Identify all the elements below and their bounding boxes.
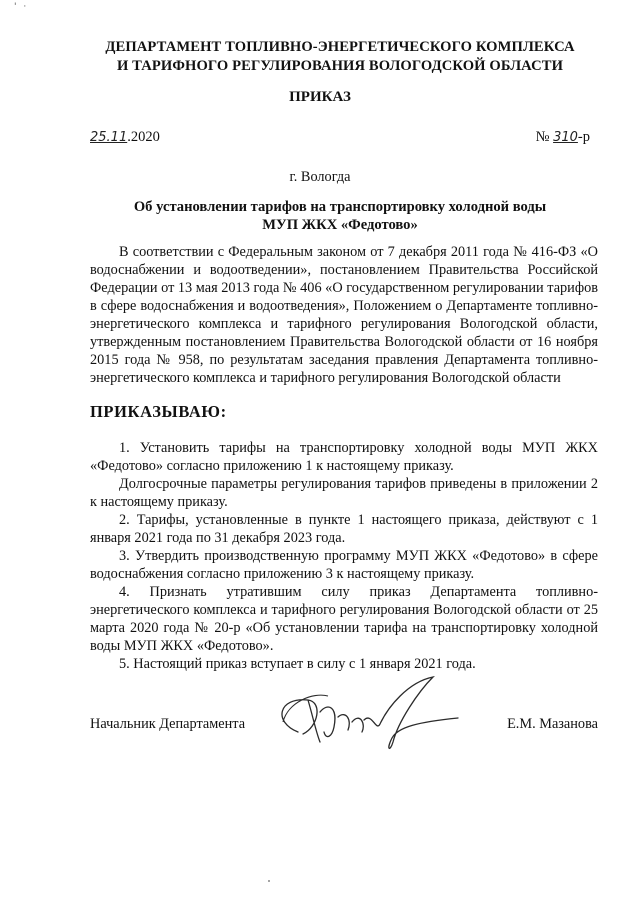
order-item: 3. Утвердить производственную программу МУП ЖКХ «Федотово» в сфере водоснабжения согласно приложению 3 к настоящему приказу. [90,548,598,582]
order-date [90,128,160,147]
department-header [60,38,620,76]
signatory-name: Е.М. Мазанова [507,716,598,732]
date-year: .2020 [127,129,160,145]
order-item: 1. Установить тарифы на транспортировку холодной воды МУП ЖКХ «Федотово» согласно приложению 1 к настоящему приказу. [90,440,598,474]
handwritten-signature [268,672,468,762]
scan-dot [268,880,270,882]
number-handwritten: 310 [553,130,578,145]
number-prefix: № [535,129,554,145]
subject-line-2: МУП ЖКХ «Федотово» [262,217,418,233]
date-handwritten: 25.11 [90,130,128,145]
department-line-1: ДЕПАРТАМЕНТ ТОПЛИВНО-ЭНЕРГЕТИЧЕСКОГО КОМПЛЕКСА [105,39,575,55]
city: г. Вологда [289,169,351,185]
order-item: 2. Тарифы, установленные в пункте 1 настоящего приказа, действуют с 1 января 2021 года по 31 декабря 2023 года. [90,512,598,546]
preamble-paragraph: В соответствии с Федеральным законом от 7 декабря 2011 года № 416-ФЗ «О водоснабжении и водоотведении», постановлением Правительства Российской Федерации от 13 мая 2013 года № 406 «О государственном регулировании тарифов в сфере водоснабжения и водоотведения», Положением о Департаменте топливно-энергетического комплекса и тарифного регулирования Вологодской области, утвержденным постановлением Правительства Вологодской области от 16 ноября 2015 года № 958, по результатам заседания правления Департамента топливно-энергетического комплекса и тарифного регулирования Вологодской области [90,244,598,386]
order-subject [90,198,590,234]
signatory-position: Начальник Департамента [90,716,246,732]
order-item: Долгосрочные параметры регулирования тарифов приведены в приложении 2 к настоящему приказу. [90,476,598,510]
order-keyword: ПРИКАЗЫВАЮ: [90,402,227,421]
order-item: 5. Настоящий приказ вступает в силу с 1 января 2021 года. [119,656,476,672]
department-line-2: И ТАРИФНОГО РЕГУЛИРОВАНИЯ ВОЛОГОДСКОЙ ОБЛАСТИ [116,58,564,74]
order-items [90,439,598,673]
number-suffix: -р [577,129,590,145]
order-item: 4. Признать утратившим силу приказ Департамента топливно-энергетического комплекса и тарифного регулирования Вологодской области от 25 марта 2020 года № 20-р «Об установлении тарифа на транспортировку холодной воды МУП ЖКХ «Федотово». [90,584,598,654]
order-number [536,128,590,147]
subject-line-1: Об установлении тарифов на транспортировку холодной воды [133,199,547,215]
document-type: ПРИКАЗ [289,89,351,105]
corner-marks: ' · [14,2,29,12]
